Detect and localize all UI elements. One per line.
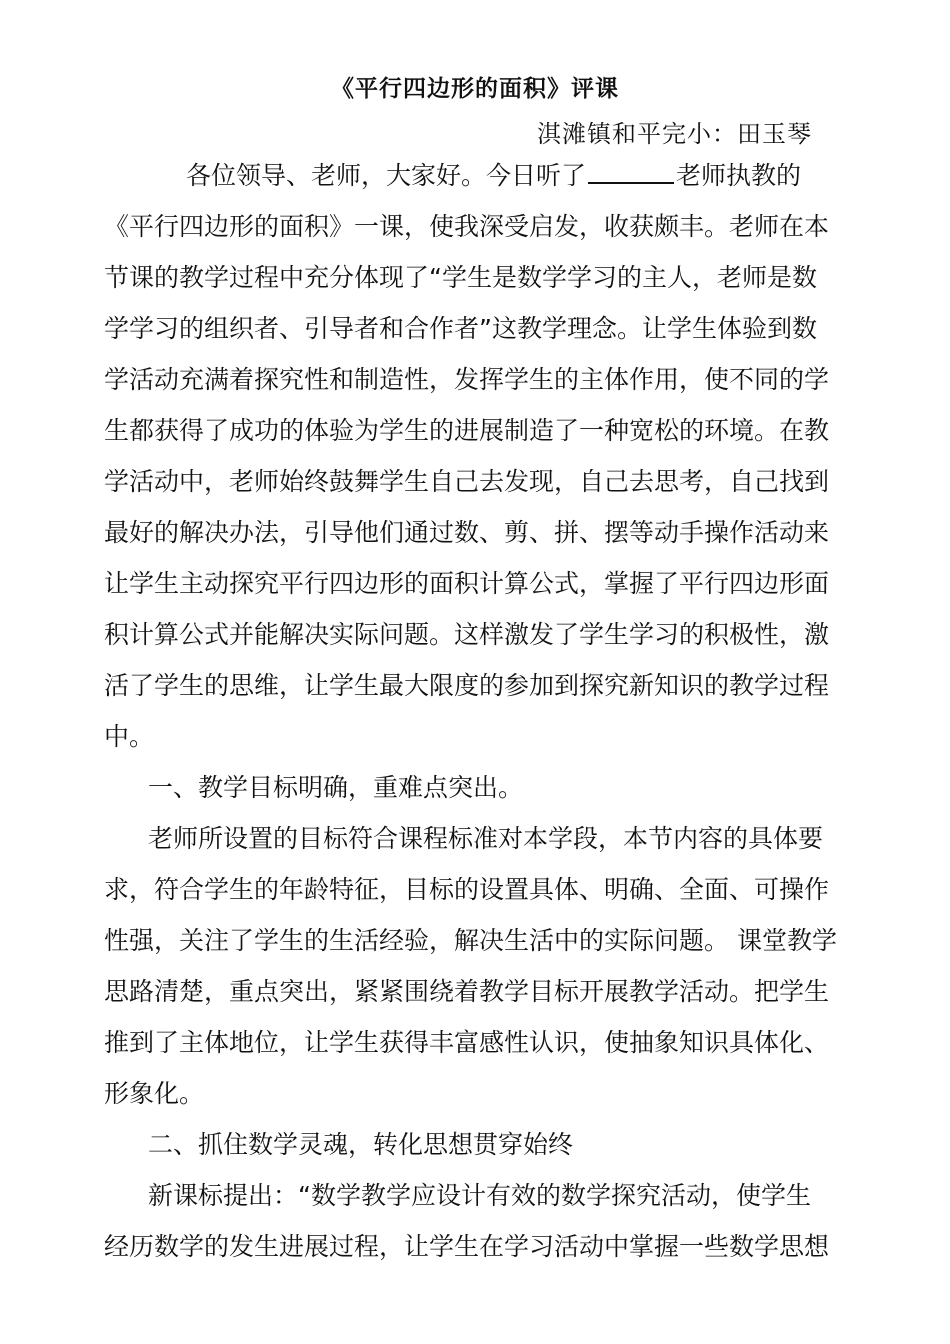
paragraph-line: 学学习的组织者、引导者和合作者”这教学理念。让学生体验到数 <box>104 314 817 343</box>
paragraph-line: 积计算公式并能解决实际问题。这样激发了学生学习的积极性，激 <box>104 620 830 649</box>
paragraph-line: 让学生主动探究平行四边形的面积计算公式，掌握了平行四边形面 <box>104 569 830 598</box>
intro-line <box>104 150 848 201</box>
document-body <box>104 150 848 1272</box>
paragraph-line: 中。 <box>104 722 155 751</box>
document-title: 《平行四边形的面积》评课 <box>331 76 619 102</box>
section-heading-2: 二、抓住数学灵魂，转化思想贯穿始终 <box>148 1130 574 1159</box>
paragraph-line: 求，符合学生的年龄特征，目标的设置具体、明确、全面、可操作 <box>104 875 830 904</box>
intro-text-end: 老师执教的 <box>676 161 802 190</box>
paragraph-line: 思路清楚，重点突出，紧紧围绕着教学目标开展教学活动。把学生 <box>104 977 830 1006</box>
paragraph-line: 生都获得了成功的体验为学生的进展制造了一种宽松的环境。在教 <box>104 416 830 445</box>
blank-underline <box>588 152 674 184</box>
section-heading-1: 一、教学目标明确，重难点突出。 <box>148 773 524 802</box>
paragraph-line: 新课标提出：“数学教学应设计有效的数学探究活动，使学生 <box>148 1181 811 1210</box>
paragraph-line: 活了学生的思维，让学生最大限度的参加到探究新知识的教学过程 <box>104 671 830 700</box>
paragraph-line: 节课的教学过程中充分体现了“学生是数学学习的主人，老师是数 <box>104 263 817 292</box>
paragraph-line: 性强，关注了学生的生活经验，解决生活中的实际问题。 课堂教学 <box>104 926 837 955</box>
paragraph-line: 《平行四边形的面积》一课，使我深受启发，收获颇丰。老师在本 <box>104 212 830 241</box>
paragraph-line: 形象化。 <box>104 1079 205 1108</box>
paragraph-line: 推到了主体地位，让学生获得丰富感性认识，使抽象知识具体化、 <box>104 1028 830 1057</box>
paragraph-line: 经历数学的发生进展过程，让学生在学习活动中掌握一些数学思想 <box>104 1232 830 1261</box>
paragraph-line: 学活动中，老师始终鼓舞学生自己去发现，自己去思考，自己找到 <box>104 467 830 496</box>
document-author: 淇滩镇和平完小：田玉琴 <box>537 120 812 148</box>
paragraph-line: 老师所设置的目标符合课程标准对本学段，本节内容的具体要 <box>148 824 824 853</box>
intro-text-start: 各位领导、老师，大家好。今日听了 <box>186 161 587 190</box>
paragraph-line: 最好的解决办法，引导他们通过数、剪、拼、摆等动手操作活动来 <box>104 518 830 547</box>
paragraph-line: 学活动充满着探究性和制造性，发挥学生的主体作用，使不同的学 <box>104 365 830 394</box>
